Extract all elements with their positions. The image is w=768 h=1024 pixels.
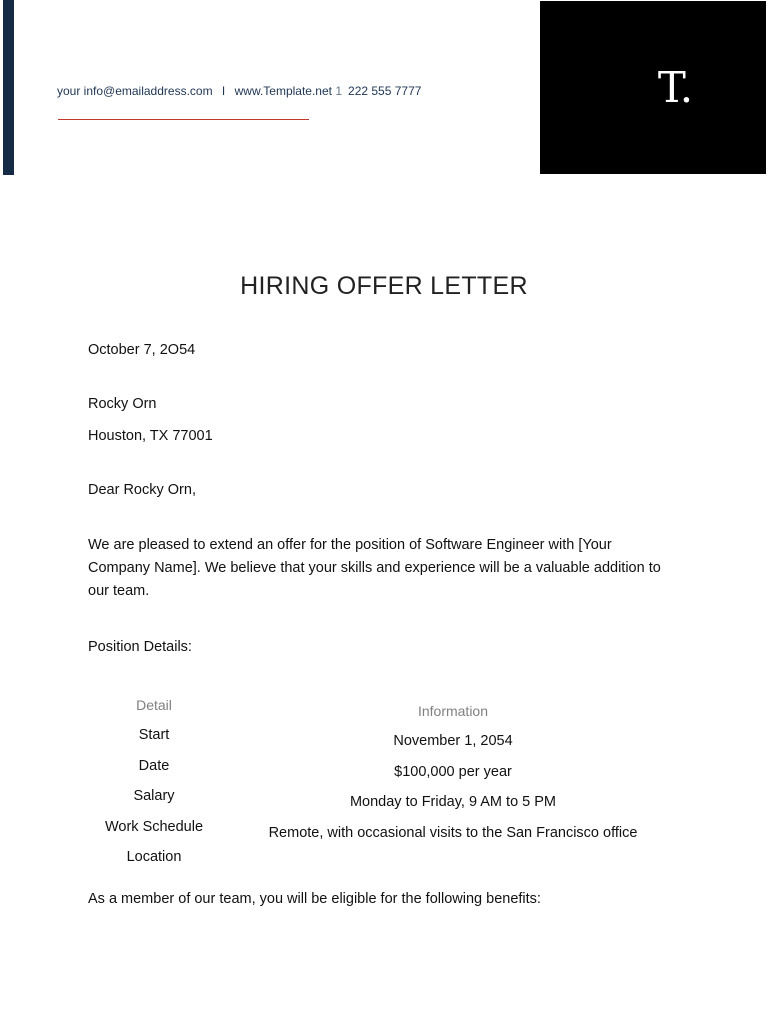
contact-separator: I xyxy=(221,84,226,98)
detail-item: Date xyxy=(138,757,170,774)
details-detail-column xyxy=(90,695,218,877)
document-title: HIRING OFFER LETTER xyxy=(240,272,528,300)
contact-website[interactable]: www.Template.net xyxy=(234,84,332,98)
logo-box xyxy=(540,1,766,174)
contact-phone-prefix: 1 xyxy=(335,84,343,98)
detail-item: Location xyxy=(126,848,182,865)
contact-email[interactable]: your info@emailaddress.com xyxy=(57,84,213,98)
benefits-intro: As a member of our team, you will be eligible for the following benefits: xyxy=(88,891,541,907)
letter-date: October 7, 2O54 xyxy=(88,342,196,358)
info-column-header: Information xyxy=(417,703,489,719)
detail-item: Work Schedule xyxy=(104,818,204,835)
details-info-column xyxy=(243,701,663,853)
contact-phone: 222 555 7777 xyxy=(348,84,422,98)
detail-item: Salary xyxy=(133,788,175,805)
contact-line xyxy=(57,84,421,98)
detail-item: Start xyxy=(138,727,170,744)
detail-column-header: Detail xyxy=(136,697,172,713)
logo-text: T. xyxy=(657,63,694,112)
info-item: $100,000 per year xyxy=(394,763,512,780)
recipient-address: Houston, TX 77001 xyxy=(88,428,213,444)
salutation: Dear Rocky Orn, xyxy=(88,482,196,498)
info-item: November 1, 2054 xyxy=(393,733,513,750)
info-item: Monday to Friday, 9 AM to 5 PM xyxy=(349,794,557,811)
intro-paragraph: We are pleased to extend an offer for the position of Software Engineer with [Your Company Name]. We believe that your skills and experience will be a valuable addition to our team. xyxy=(88,537,661,599)
recipient-name: Rocky Orn xyxy=(88,396,157,412)
header-divider xyxy=(58,119,309,120)
position-details-label: Position Details: xyxy=(88,639,192,655)
header-accent-bar xyxy=(3,0,14,175)
info-item: Remote, with occasional visits to the San Francisco office xyxy=(268,824,638,841)
